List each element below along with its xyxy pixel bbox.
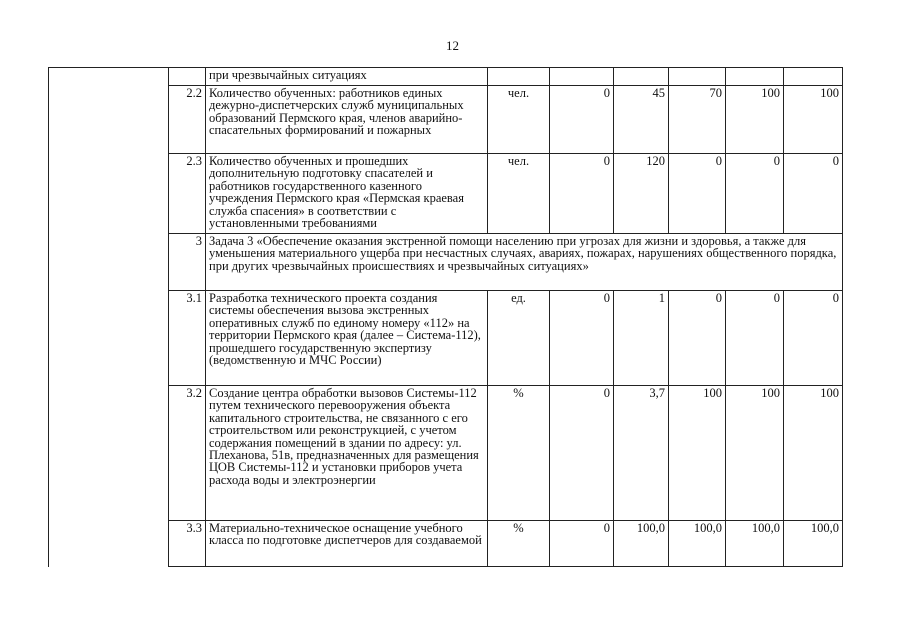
row-number: 2.2 <box>169 86 206 154</box>
unit-cell <box>488 68 550 86</box>
indicator-description: Создание центра обработки вызовов Системы-112 путем технического перевооружения объекта капитального строительства, не связанного с его строительством или реконструкцией, с учетом содержания помещений в здании по адресу: ул. Плеханова, 51в, предназначенных для размещения ЦОВ Системы-112 и установки приборов учета расхода воды и электроэнергии <box>206 386 488 521</box>
value-cell <box>726 68 784 86</box>
value-cell: 45 <box>614 86 669 154</box>
table-row <box>49 521 843 567</box>
row-number: 3.2 <box>169 386 206 521</box>
value-cell: 0 <box>726 154 784 234</box>
indicator-description: при чрезвычайных ситуациях <box>206 68 488 86</box>
value-cell: 100,0 <box>784 521 843 567</box>
value-cell: 3,7 <box>614 386 669 521</box>
value-cell <box>669 68 726 86</box>
indicator-description: Количество обученных и прошедших дополнительную подготовку спасателей и работников государственного казенного учреждения Пермского края «Пермская краевая служба спасения» в соответствии с установленными требованиями <box>206 154 488 234</box>
blank-cell <box>49 154 169 234</box>
row-number: 2.3 <box>169 154 206 234</box>
unit-cell: ед. <box>488 291 550 386</box>
value-cell: 0 <box>669 291 726 386</box>
row-number <box>169 68 206 86</box>
value-cell: 0 <box>784 291 843 386</box>
unit-cell: чел. <box>488 86 550 154</box>
table-row <box>49 154 843 234</box>
task-heading: Задача 3 «Обеспечение оказания экстренной помощи населению при угрозах для жизни и здоровья, а также для уменьшения материального ущерба при несчастных случаях, авариях, пожарах, нарушениях общественного порядка, при других чрезвычайных происшествиях и чрезвычайных ситуациях» <box>206 234 843 291</box>
blank-cell <box>49 291 169 386</box>
value-cell: 0 <box>550 291 614 386</box>
page-number: 12 <box>446 38 459 53</box>
value-cell: 100 <box>669 386 726 521</box>
indicator-description: Разработка технического проекта создания системы обеспечения вызова экстренных оперативных служб по единому номеру «112» на территории Пермского края (далее – Система-112), прошедшего государственную экспертизу (ведомственную и МЧС России) <box>206 291 488 386</box>
blank-cell <box>49 386 169 521</box>
value-cell: 0 <box>550 521 614 567</box>
unit-cell: % <box>488 386 550 521</box>
indicator-description: Материально-техническое оснащение учебного класса по подготовке диспетчеров для создаваемой <box>206 521 488 567</box>
blank-cell <box>49 86 169 154</box>
blank-cell <box>49 521 169 567</box>
table-row <box>49 68 843 86</box>
value-cell: 0 <box>550 154 614 234</box>
value-cell: 100,0 <box>669 521 726 567</box>
table-row <box>49 386 843 521</box>
row-number: 3.3 <box>169 521 206 567</box>
row-number: 3.1 <box>169 291 206 386</box>
value-cell <box>614 68 669 86</box>
value-cell: 0 <box>550 86 614 154</box>
indicator-table <box>48 67 843 567</box>
value-cell: 0 <box>726 291 784 386</box>
value-cell: 0 <box>550 386 614 521</box>
unit-cell: чел. <box>488 154 550 234</box>
value-cell: 100 <box>784 86 843 154</box>
value-cell: 100 <box>726 86 784 154</box>
value-cell: 1 <box>614 291 669 386</box>
blank-cell <box>49 68 169 86</box>
value-cell: 70 <box>669 86 726 154</box>
table-row <box>49 86 843 154</box>
unit-cell: % <box>488 521 550 567</box>
value-cell: 120 <box>614 154 669 234</box>
value-cell: 0 <box>784 154 843 234</box>
value-cell <box>550 68 614 86</box>
value-cell: 100 <box>726 386 784 521</box>
table-row <box>49 234 843 291</box>
value-cell: 0 <box>669 154 726 234</box>
table-row <box>49 291 843 386</box>
value-cell: 100 <box>784 386 843 521</box>
value-cell: 100,0 <box>614 521 669 567</box>
value-cell <box>784 68 843 86</box>
row-number: 3 <box>169 234 206 291</box>
blank-cell <box>49 234 169 291</box>
indicator-description: Количество обученных: работников единых дежурно-диспетчерских служб муниципальных образований Пермского края, членов аварийно-спасательных формирований и пожарных <box>206 86 488 154</box>
value-cell: 100,0 <box>726 521 784 567</box>
